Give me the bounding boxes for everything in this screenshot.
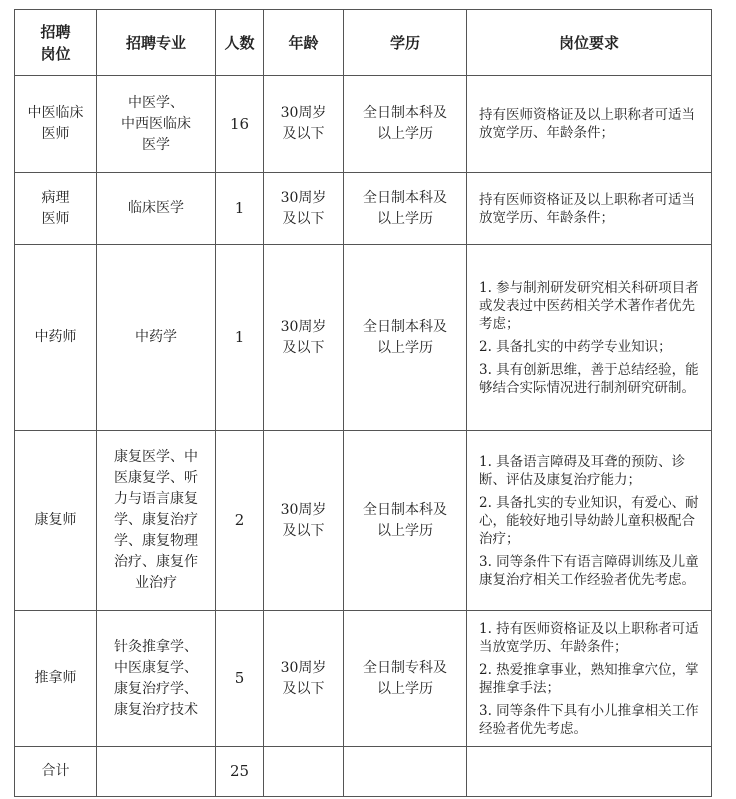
count-cell: 5 [216, 611, 264, 747]
requirement-item: 持有医师资格证及以上职称者可适当放宽学历、年龄条件； [479, 107, 695, 141]
position-cell: 病理 医师 [15, 173, 97, 245]
total-age [264, 747, 344, 797]
count-cell: 2 [216, 431, 264, 611]
education-cell: 全日制本科及 以上学历 [344, 173, 467, 245]
education-cell: 全日制本科及 以上学历 [344, 431, 467, 611]
total-education [344, 747, 467, 797]
header-row [15, 10, 712, 76]
major-cell: 临床医学 [97, 173, 216, 245]
requirement-item: 持有医师资格证及以上职称者可适当放宽学历、年龄条件； [479, 191, 695, 226]
total-major [97, 747, 216, 797]
total-requirements [467, 747, 712, 797]
education-cell: 全日制本科及 以上学历 [344, 245, 467, 431]
count-cell: 16 [216, 76, 264, 173]
table-row [15, 431, 712, 611]
table-row [15, 76, 712, 173]
requirement-item: 1. 持有医师资格证及以上职称者可适当放宽学历、年龄条件； [479, 620, 699, 655]
total-label: 合计 [15, 747, 97, 797]
age-cell: 30周岁 及以下 [264, 431, 344, 611]
requirement-item: 2. 具备扎实的专业知识，有爱心、耐心，能较好地引导幼龄儿童积极配合治疗； [479, 494, 699, 547]
requirements-cell [467, 76, 712, 173]
major-cell: 中医学、 中西医临床 医学 [97, 76, 216, 173]
major-cell: 中药学 [97, 245, 216, 431]
requirement-item: 3. 同等条件下具有小儿推拿相关工作经验者优先考虑。 [479, 702, 699, 737]
count-cell: 1 [216, 173, 264, 245]
requirement-item: 2. 热爱推拿事业，熟知推拿穴位，掌握推拿手法； [479, 661, 699, 696]
position-cell: 推拿师 [15, 611, 97, 747]
table-row [15, 245, 712, 431]
age-cell: 30周岁 及以下 [264, 245, 344, 431]
position-cell: 中医临床 医师 [15, 76, 97, 173]
total-count: 25 [216, 747, 264, 797]
age-cell: 30周岁 及以下 [264, 611, 344, 747]
header-count: 人数 [216, 10, 264, 76]
requirement-item: 3. 具有创新思维，善于总结经验，能够结合实际情况进行制剂研究研制。 [479, 361, 699, 396]
header-requirements: 岗位要求 [467, 10, 712, 76]
position-cell: 中药师 [15, 245, 97, 431]
position-cell: 康复师 [15, 431, 97, 611]
requirements-cell [467, 611, 712, 747]
header-age: 年龄 [264, 10, 344, 76]
education-cell: 全日制本科及 以上学历 [344, 76, 467, 173]
requirement-item: 1. 具备语言障碍及耳聋的预防、诊断、评估及康复治疗能力； [479, 453, 686, 488]
requirement-item: 3. 同等条件下有语言障碍训练及儿童康复治疗相关工作经验者优先考虑。 [479, 553, 699, 588]
age-cell: 30周岁 及以下 [264, 173, 344, 245]
education-cell: 全日制专科及 以上学历 [344, 611, 467, 747]
count-cell: 1 [216, 245, 264, 431]
requirements-cell [467, 245, 712, 431]
major-cell: 针灸推拿学、 中医康复学、 康复治疗学、 康复治疗技术 [97, 611, 216, 747]
total-row [15, 747, 712, 797]
major-cell: 康复医学、中 医康复学、听 力与语言康复 学、康复治疗 学、康复物理 治疗、康复作 业治疗 [97, 431, 216, 611]
requirement-item: 2. 具备扎实的中药学专业知识； [479, 338, 672, 355]
table-row [15, 173, 712, 245]
requirements-cell [467, 173, 712, 245]
header-education: 学历 [344, 10, 467, 76]
requirements-cell [467, 431, 712, 611]
header-position: 招聘 岗位 [15, 10, 97, 76]
age-cell: 30周岁 及以下 [264, 76, 344, 173]
requirement-item: 1. 参与制剂研发研究相关科研项目者或发表过中医药相关学术著作者优先考虑； [479, 279, 699, 332]
recruitment-table [14, 9, 712, 797]
table-row [15, 611, 712, 747]
header-major: 招聘专业 [97, 10, 216, 76]
